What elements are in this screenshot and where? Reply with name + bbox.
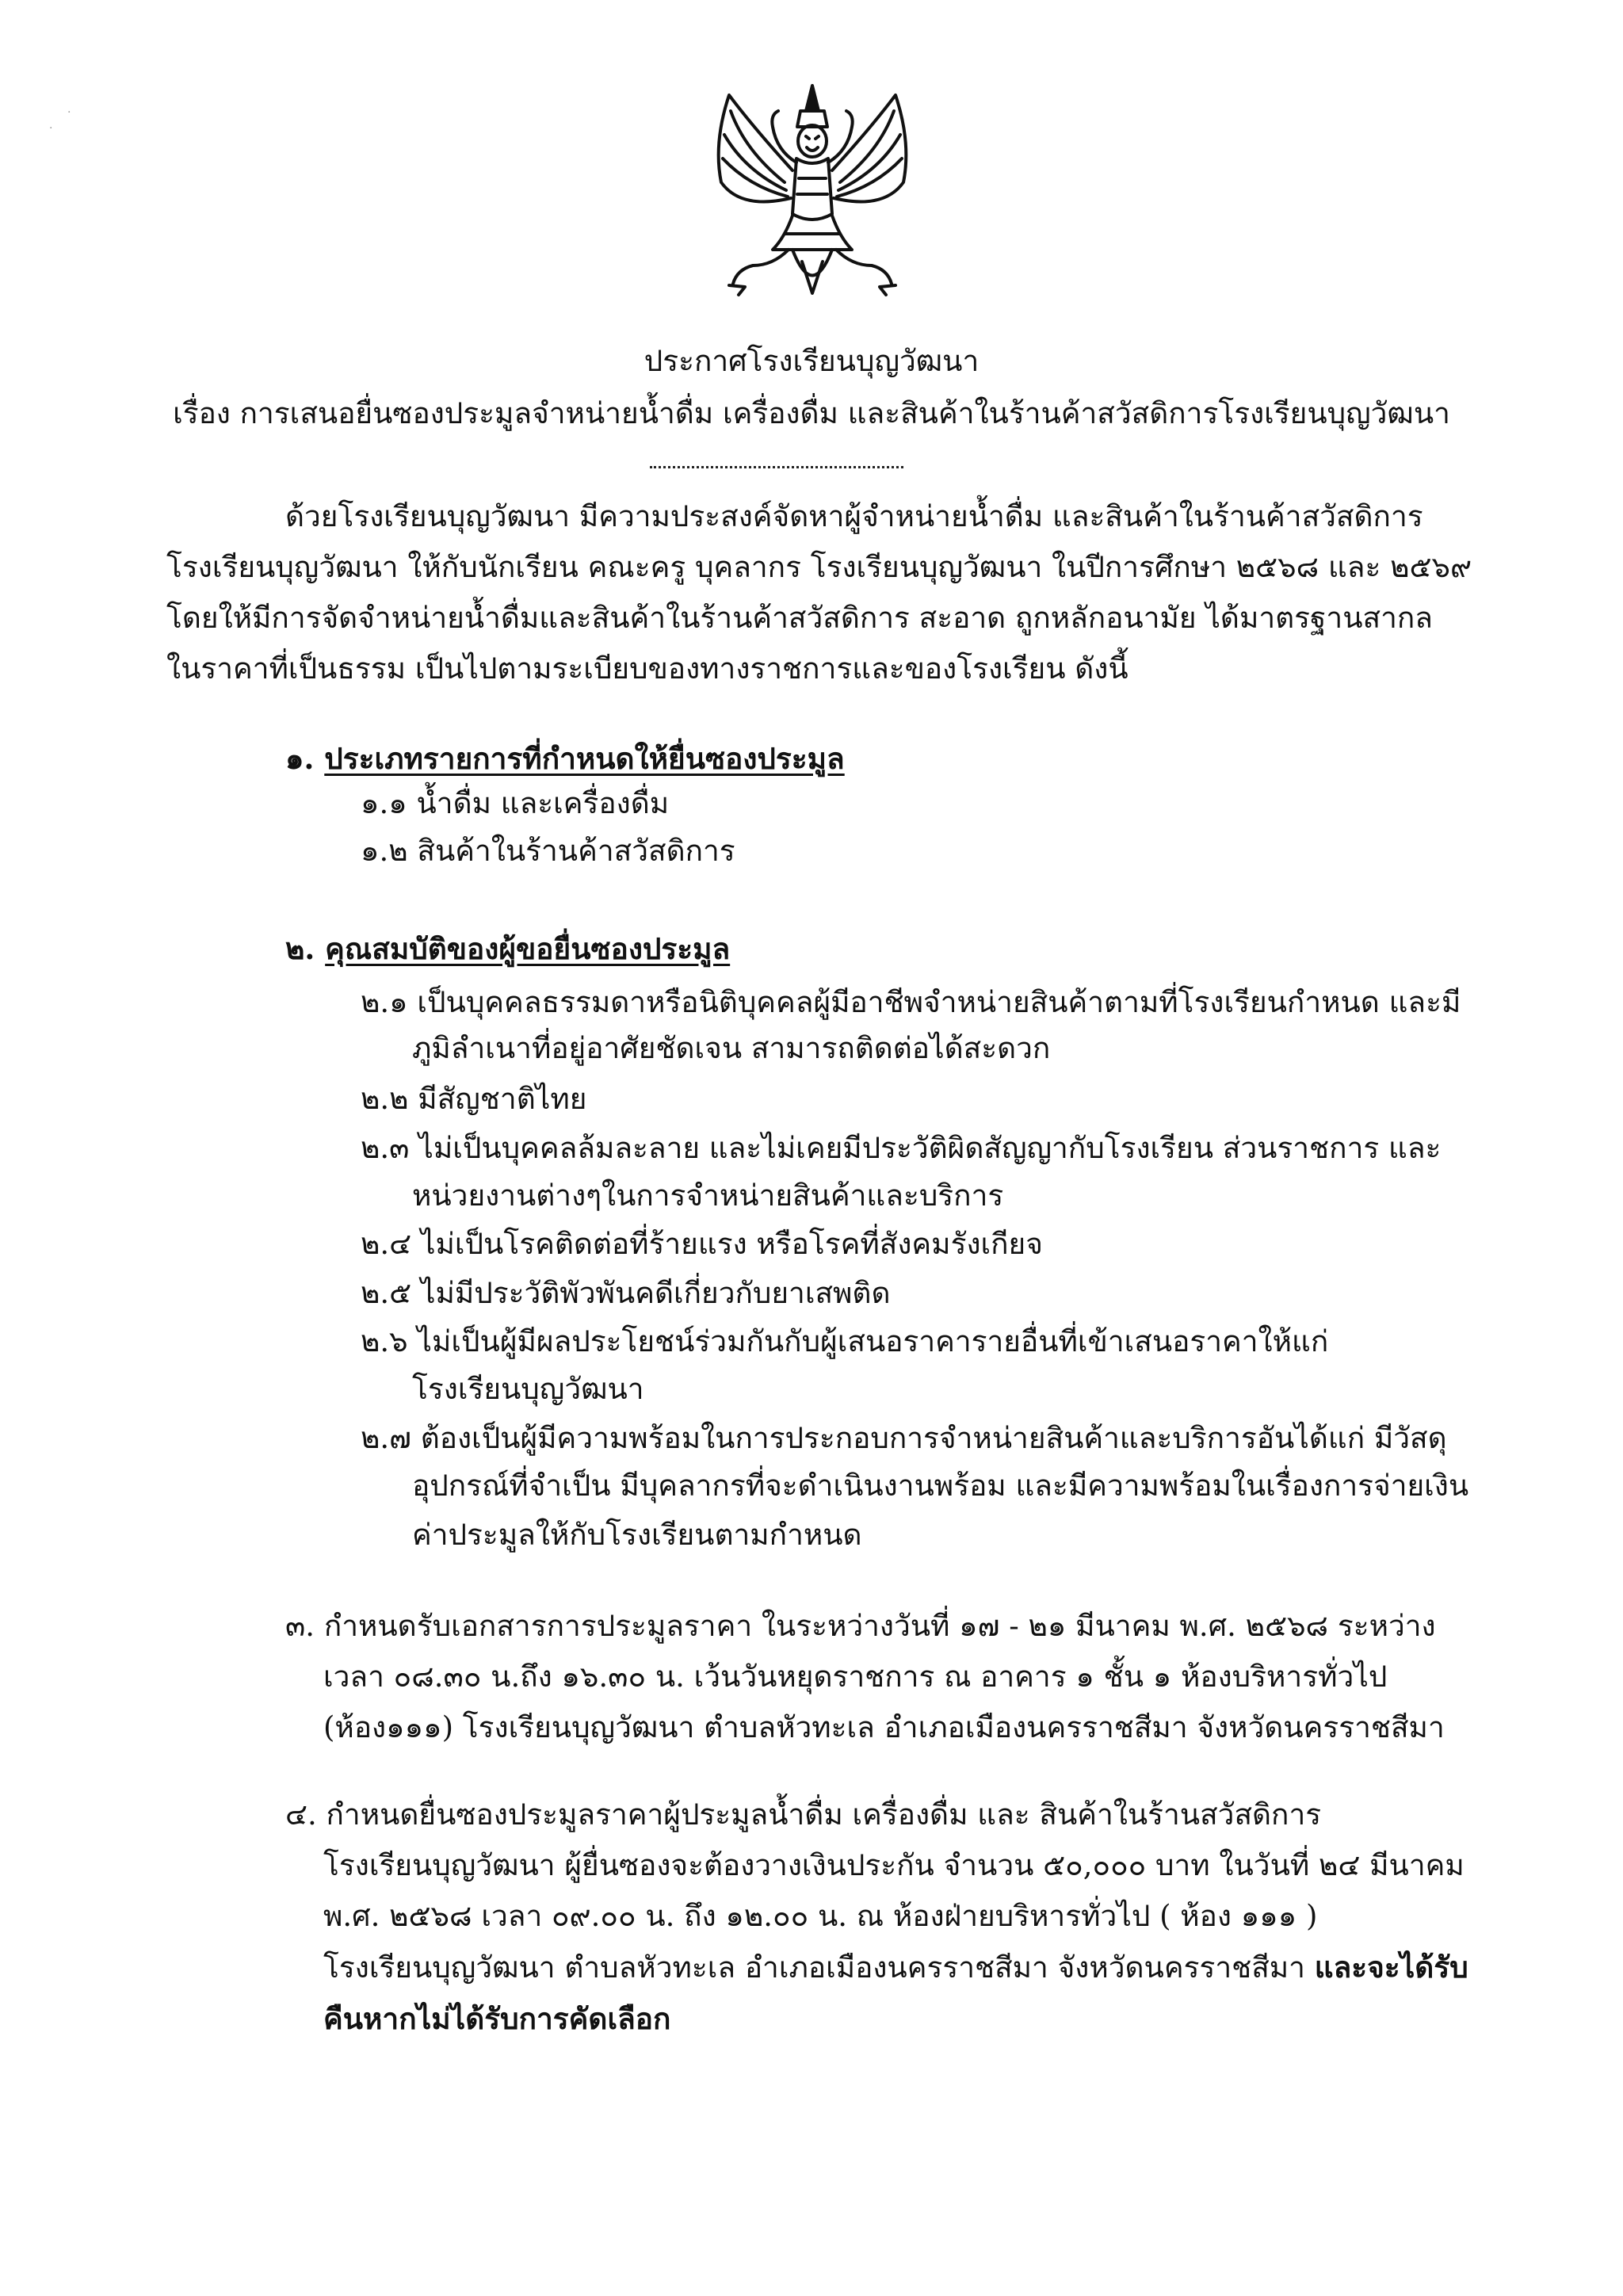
announcement-title: ประกาศโรงเรียนบุญวัฒนา — [643, 344, 980, 378]
section-3-line: ๓. กำหนดรับเอกสารการประมูลราคา ในระหว่างวันที่ ๑๗ - ๒๑ มีนาคม พ.ศ. ๒๕๖๘ ระหว่าง — [285, 1609, 1436, 1643]
section-2-item: ๒.๑ เป็นบุคคลธรรมดาหรือนิติบุคคลผู้มีอาชีพจำหน่ายสินค้าตามที่โรงเรียนกำหนด และมี — [361, 985, 1461, 1019]
section-4-line: ๔. กำหนดยื่นซองประมูลราคาผู้ประมูลน้ำดื่ม เครื่องดื่ม และ สินค้าในร้านสวัสดิการ — [285, 1797, 1322, 1832]
section-1-item: ๑.๑ น้ำดื่ม และเครื่องดื่ม — [361, 786, 670, 820]
section-2-title: คุณสมบัติของผู้ขอยื่นซองประมูล — [325, 931, 731, 966]
garuda-emblem-icon — [697, 79, 927, 309]
section-2-item-cont: อุปกรณ์ที่จำเป็น มีบุคลากรที่จะดำเนินงานพร้อม และมีความพร้อมในเรื่องการจ่ายเงิน — [412, 1469, 1469, 1503]
section-2-number: ๒. — [285, 931, 315, 966]
intro-line: โดยให้มีการจัดจำหน่ายน้ำดื่มและสินค้าในร้านค้าสวัสดิการ สะอาด ถูกหลักอนามัย ได้มาตรฐานสากล — [166, 601, 1433, 635]
intro-line: ในราคาที่เป็นธรรม เป็นไปตามระเบียบของทางราชการและของโรงเรียน ดังนี้ — [166, 651, 1128, 686]
section-4-text: โรงเรียนบุญวัฒนา ตำบลหัวทะเล อำเภอเมืองนครราชสีมา จังหวัดนครราชสีมา — [323, 1950, 1315, 1985]
section-2-item: ๒.๔ ไม่เป็นโรคติดต่อที่ร้ายแรง หรือโรคที่สังคมรังเกียจ — [361, 1227, 1043, 1261]
section-1-number: ๑. — [285, 741, 315, 776]
section-1-item: ๑.๒ สินค้าในร้านค้าสวัสดิการ — [361, 834, 735, 868]
section-4-bold-line: คืนหากไม่ได้รับการคัดเลือก — [323, 2001, 671, 2036]
section-2-item: ๒.๖ ไม่เป็นผู้มีผลประโยชน์ร่วมกันกับผู้เสนอราคารายอื่นที่เข้าเสนอราคาให้แก่ — [361, 1324, 1329, 1358]
intro-paragraph — [166, 491, 1472, 694]
dotted-divider — [650, 466, 903, 468]
section-2-item-cont: ค่าประมูลให้กับโรงเรียนตามกำหนด — [412, 1518, 862, 1552]
intro-line: โรงเรียนบุญวัฒนา ให้กับนักเรียน คณะครู บุคลากร โรงเรียนบุญวัฒนา ในปีการศึกษา ๒๕๖๘ และ ๒๕๖๙ — [166, 550, 1472, 584]
section-2-item: ๒.๗ ต้องเป็นผู้มีความพร้อมในการประกอบการจำหน่ายสินค้าและบริการอันได้แก่ มีวัสดุ — [361, 1421, 1447, 1455]
section-2-item-cont: ภูมิลำเนาที่อยู่อาศัยชัดเจน สามารถติดต่อได้สะดวก — [412, 1031, 1051, 1065]
section-2-item-cont: หน่วยงานต่างๆในการจำหน่ายสินค้าและบริการ — [412, 1179, 1004, 1213]
section-4 — [285, 1790, 1468, 2044]
intro-line: ด้วยโรงเรียนบุญวัฒนา มีความประสงค์จัดหาผู้จำหน่ายน้ำดื่ม และสินค้าในร้านค้าสวัสดิการ — [285, 499, 1423, 533]
section-4-line — [285, 1942, 1468, 1993]
section-2-item: ๒.๕ ไม่มีประวัติพัวพันคดีเกี่ยวกับยาเสพติด — [361, 1276, 891, 1310]
section-4-line: พ.ศ. ๒๕๖๘ เวลา ๐๙.๐๐ น. ถึง ๑๒.๐๐ น. ณ ห้องฝ่ายบริหารทั่วไป ( ห้อง ๑๑๑ ) — [323, 1899, 1318, 1933]
scan-speck: . — [67, 103, 71, 116]
scan-speck: . — [49, 119, 53, 132]
section-3-line: เวลา ๐๘.๓๐ น.ถึง ๑๖.๓๐ น. เว้นวันหยุดราชการ ณ อาคาร ๑ ชั้น ๑ ห้องบริหารทั่วไป — [323, 1660, 1388, 1694]
section-3-line: (ห้อง๑๑๑) โรงเรียนบุญวัฒนา ตำบลหัวทะเล อำเภอเมืองนครราชสีมา จังหวัดนครราชสีมา — [323, 1710, 1445, 1744]
section-1-heading — [285, 735, 845, 781]
section-2-heading — [285, 926, 730, 972]
section-3 — [285, 1601, 1445, 1753]
section-4-line: โรงเรียนบุญวัฒนา ผู้ยื่นซองจะต้องวางเงินประกัน จำนวน ๕๐,๐๐๐ บาท ในวันที่ ๒๔ มีนาคม — [323, 1848, 1465, 1882]
section-4-bold-text: และจะได้รับ — [1314, 1950, 1468, 1985]
section-2-item-cont: โรงเรียนบุญวัฒนา — [412, 1372, 644, 1406]
announcement-subject: เรื่อง การเสนอยื่นซองประมูลจำหน่ายน้ำดื่ม เครื่องดื่ม และสินค้าในร้านค้าสวัสดิการโรงเรียนบุญวัฒนา — [173, 396, 1450, 430]
section-1-title: ประเภทรายการที่กำหนดให้ยื่นซองประมูล — [324, 741, 845, 776]
section-2-item: ๒.๒ มีสัญชาติไทย — [361, 1082, 587, 1116]
section-2-item: ๒.๓ ไม่เป็นบุคคลล้มละลาย และไม่เคยมีประวัติผิดสัญญากับโรงเรียน ส่วนราชการ และ — [361, 1131, 1442, 1165]
